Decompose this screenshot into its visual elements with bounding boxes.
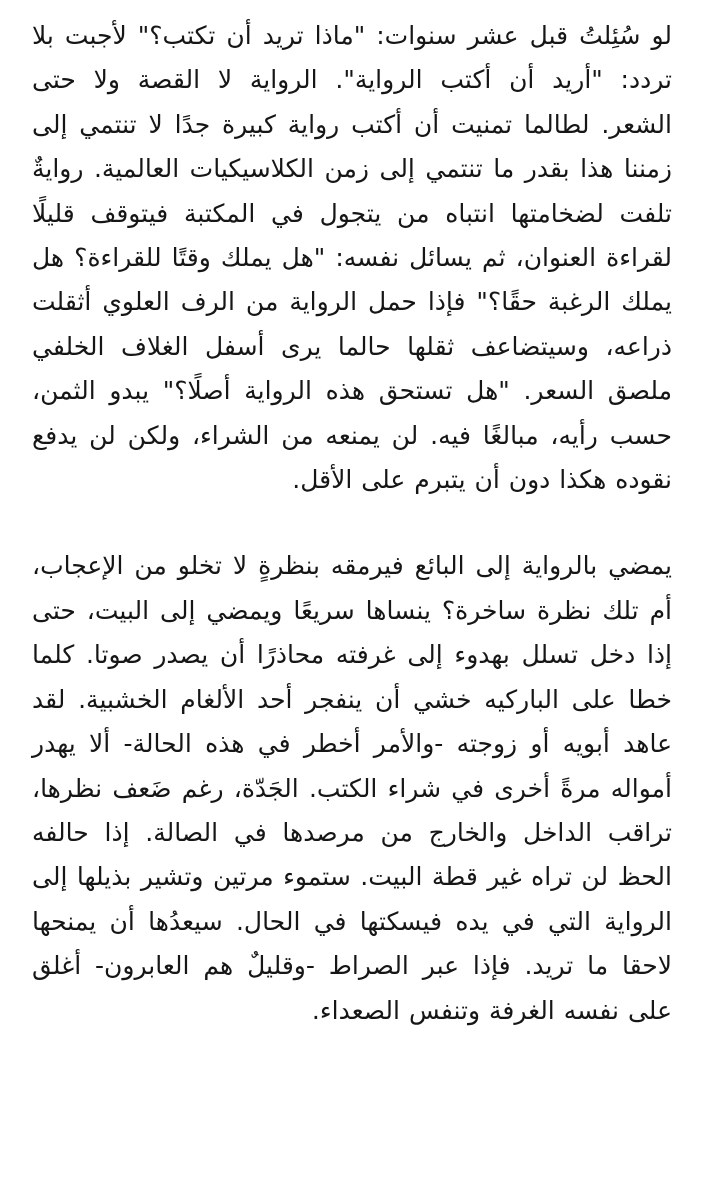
paragraph-2: يمضي بالرواية إلى البائع فيرمقه بنظرةٍ لا تخلو من الإعجاب، أم تلك نظرة ساخرة؟ ينساها سريعًا ويمضي إلى البيت، حتى إذا دخل تسلل بهدوء إلى غرفته محاذرًا أن يصدر صوتا. كلما خطا على الباركيه خشي أن ينفجر أحد الألغام الخشبية. لقد عاهد أبويه أو زوجته -والأمر أخطر في هذه الحالة- ألا يهدر أمواله مرةً أخرى في شراء الكتب. الجَدّة، رغم ضَعف نظرها، تراقب الداخل والخارج من مرصدها في الصالة. إذا حالفه الحظ لن تراه غير قطة البيت. ستموء مرتين وتشير بذيلها إلى الرواية التي في يده فيسكتها في الحال. سيعدُها أن يمنحها لاحقا ما تريد. فإذا عبر الصراط -وقليلٌ هم العابرون- أغلق على نفسه الغرفة وتنفس الصعداء.	[32, 551, 672, 1025]
paragraph-1: لو سُئِلتُ قبل عشر سنوات: "ماذا تريد أن تكتب؟" لأجبت بلا تردد: "أريد أن أكتب الرواية". الرواية لا القصة ولا حتى الشعر. لطالما تمنيت أن أكتب رواية كبيرة جدًا لا تنتمي إلى زمننا هذا بقدر ما تنتمي إلى زمن الكلاسيكيات العالمية. روايةٌ تلفت لضخامتها انتباه من يتجول في المكتبة فيتوقف قليلًا لقراءة العنوان، ثم يسائل نفسه: "هل يملك وقتًا للقراءة؟ هل يملك الرغبة حقًا؟" فإذا حمل الرواية من الرف العلوي أثقلت ذراعه، وسيتضاعف ثقلها حالما يرى أسفل الغلاف الخلفي ملصق السعر. "هل تستحق هذه الرواية أصلًا؟" يبدو الثمن، حسب رأيه، مبالغًا فيه. لن يمنعه من الشراء، ولكن لن يدفع نقوده هكذا دون أن يتبرم على الأقل.	[32, 21, 672, 495]
